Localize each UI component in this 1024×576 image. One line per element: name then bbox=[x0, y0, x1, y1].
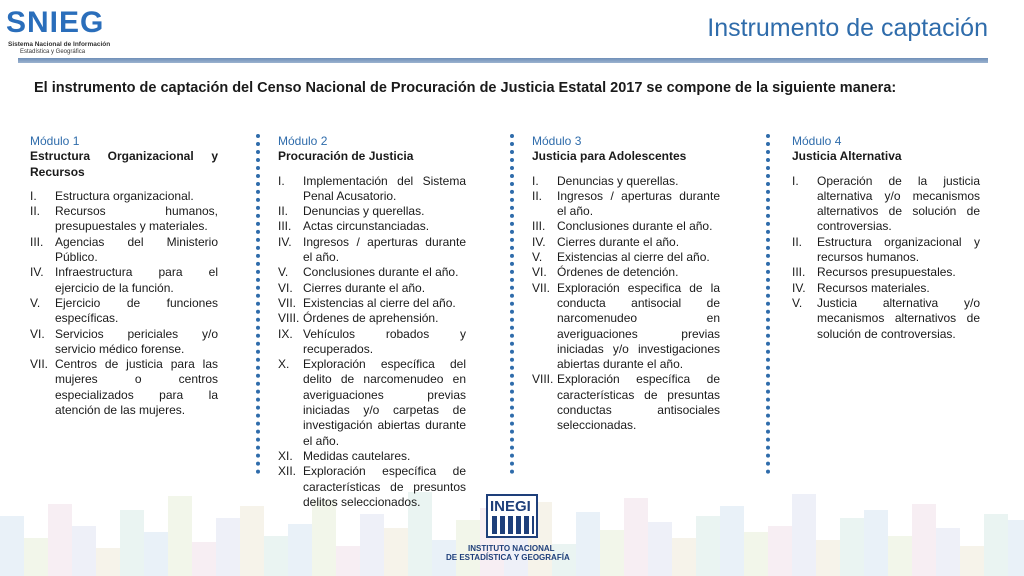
decorative-bar bbox=[24, 538, 48, 576]
module-item-list bbox=[792, 174, 980, 342]
decorative-bar bbox=[312, 500, 336, 576]
item-number: III. bbox=[30, 234, 44, 249]
module-item bbox=[792, 235, 980, 266]
item-number: IV. bbox=[792, 280, 806, 295]
module-item bbox=[792, 281, 980, 296]
item-text: Exploración específica del delito de narcomenudeo en averiguaciones previas iniciadas y/o carpetas de investigación abiertas durante el año. bbox=[303, 357, 466, 448]
module-item bbox=[278, 464, 466, 510]
header-divider bbox=[18, 58, 988, 63]
item-number: II. bbox=[278, 204, 289, 219]
column-separator bbox=[256, 134, 260, 474]
module-item bbox=[532, 189, 720, 220]
inegi-logo-mark bbox=[486, 494, 538, 538]
module-name: Estructura Organizacional y Recursos bbox=[30, 149, 218, 179]
decorative-bar bbox=[72, 526, 96, 576]
module-item bbox=[30, 357, 218, 418]
module-item bbox=[278, 311, 466, 326]
decorative-bar bbox=[768, 526, 792, 576]
item-number: II. bbox=[532, 188, 543, 203]
item-number: VII. bbox=[278, 295, 297, 310]
snieg-logo-line1: Sistema Nacional de Información bbox=[8, 41, 111, 48]
decorative-bar bbox=[264, 536, 288, 576]
snieg-logo-text: SNIEG bbox=[6, 6, 105, 39]
inegi-logo-text: INEGI bbox=[490, 498, 531, 515]
item-text: Operación de la justicia alternativa y/o mecanismos alternativos de solución de controversias. bbox=[817, 173, 980, 234]
module-item bbox=[532, 372, 720, 433]
item-number: II. bbox=[30, 204, 41, 219]
item-number: I. bbox=[792, 173, 799, 188]
item-text: Cierres durante el año. bbox=[303, 280, 426, 295]
column-separator bbox=[766, 134, 770, 474]
snieg-logo-line2: Estadística y Geográfica bbox=[20, 49, 86, 55]
module-item bbox=[532, 219, 720, 234]
module-item bbox=[532, 250, 720, 265]
item-text: Medidas cautelares. bbox=[303, 448, 411, 463]
item-text: Infraestructura para el ejercicio de la función. bbox=[55, 265, 218, 295]
decorative-bar bbox=[48, 504, 72, 576]
item-text: Estructura organizacional. bbox=[55, 188, 194, 203]
module-item bbox=[278, 449, 466, 464]
module-item bbox=[278, 204, 466, 219]
module-title: Módulo 1 bbox=[30, 134, 80, 148]
snieg-logo-mark bbox=[6, 6, 104, 40]
module-item bbox=[30, 296, 218, 327]
module-item bbox=[278, 174, 466, 205]
item-number: IV. bbox=[532, 234, 546, 249]
item-number: III. bbox=[278, 219, 292, 234]
item-text: Órdenes de detención. bbox=[557, 265, 679, 280]
decorative-bar bbox=[744, 532, 768, 576]
decorative-bar bbox=[0, 516, 24, 576]
module-name: Justicia para Adolescentes bbox=[532, 149, 687, 164]
module-name: Procuración de Justicia bbox=[278, 149, 414, 164]
item-text: Vehículos robados y recuperados. bbox=[303, 326, 466, 356]
decorative-bar bbox=[792, 494, 816, 576]
decorative-bar bbox=[624, 498, 648, 576]
module-item bbox=[278, 357, 466, 449]
item-text: Exploración especifica de la conducta antisocial de narcomenudeo en averiguaciones previas iniciadas y/o investigaciones abiertas durante el año. bbox=[557, 280, 720, 372]
item-text: Existencias al cierre del año. bbox=[557, 250, 710, 265]
item-number: III. bbox=[532, 219, 546, 234]
decorative-bar bbox=[144, 532, 168, 576]
module-title: Módulo 3 bbox=[532, 134, 582, 148]
module-item-list bbox=[532, 174, 720, 434]
item-number: I. bbox=[532, 173, 539, 188]
module-item bbox=[278, 265, 466, 280]
item-text: Existencias al cierre del año. bbox=[303, 295, 456, 310]
item-text: Conclusiones durante el año. bbox=[303, 265, 459, 280]
snieg-logo bbox=[6, 6, 146, 54]
decorative-bar bbox=[168, 496, 192, 576]
item-text: Conclusiones durante el año. bbox=[557, 219, 713, 234]
item-text: Cierres durante el año. bbox=[557, 234, 680, 249]
item-number: XI. bbox=[278, 448, 293, 463]
item-number: I. bbox=[30, 188, 37, 203]
module-item bbox=[30, 265, 218, 296]
module-item bbox=[792, 296, 980, 342]
item-number: IV. bbox=[30, 265, 44, 280]
item-number: IX. bbox=[278, 326, 293, 341]
decorative-bar bbox=[672, 538, 696, 576]
decorative-bar bbox=[384, 528, 408, 576]
intro-text: El instrumento de captación del Censo Nacional de Procuración de Justicia Estatal 2017 se compone de la siguiente manera: bbox=[34, 80, 897, 96]
decorative-bar bbox=[1008, 520, 1024, 576]
decorative-bar bbox=[864, 510, 888, 576]
item-number: VII. bbox=[532, 280, 551, 295]
module-item-list bbox=[30, 189, 218, 418]
decorative-bar bbox=[984, 514, 1008, 576]
module-2 bbox=[278, 134, 466, 510]
item-text: Denuncias y querellas. bbox=[557, 173, 679, 188]
item-text: Recursos humanos, presupuestales y materiales. bbox=[55, 204, 218, 234]
item-text: Justicia alternativa y/o mecanismos alternativos de solución de controversias. bbox=[817, 295, 980, 341]
item-number: V. bbox=[532, 250, 543, 265]
decorative-bar bbox=[816, 540, 840, 576]
item-text: Implementación del Sistema Penal Acusatorio. bbox=[303, 173, 466, 203]
item-number: IV. bbox=[278, 234, 292, 249]
inegi-name-line2: DE ESTADÍSTICA Y GEOGRAFÍA bbox=[446, 553, 570, 562]
item-number: II. bbox=[792, 234, 803, 249]
column-separator bbox=[510, 134, 514, 474]
item-number: VI. bbox=[30, 326, 45, 341]
item-text: Recursos presupuestales. bbox=[817, 265, 956, 280]
module-item bbox=[532, 174, 720, 189]
module-1 bbox=[30, 134, 218, 418]
item-text: Servicios periciales y/o servicio médico forense. bbox=[55, 326, 218, 356]
item-text: Agencias del Ministerio Público. bbox=[55, 234, 218, 265]
decorative-bar bbox=[192, 542, 216, 576]
module-3 bbox=[532, 134, 720, 434]
item-number: VIII. bbox=[532, 372, 554, 387]
module-item bbox=[278, 235, 466, 266]
item-text: Órdenes de aprehensión. bbox=[303, 311, 439, 326]
module-title: Módulo 2 bbox=[278, 134, 328, 148]
module-item bbox=[532, 281, 720, 373]
item-text: Recursos materiales. bbox=[817, 280, 930, 295]
decorative-bar bbox=[912, 504, 936, 576]
decorative-bar bbox=[960, 546, 984, 576]
module-item bbox=[30, 327, 218, 358]
item-text: Denuncias y querellas. bbox=[303, 204, 425, 219]
module-item bbox=[278, 327, 466, 358]
decorative-bar bbox=[288, 524, 312, 576]
module-item-list bbox=[278, 174, 466, 511]
module-item bbox=[792, 174, 980, 235]
item-text: Ingresos / aperturas durante el año. bbox=[303, 234, 466, 265]
decorative-bar bbox=[600, 530, 624, 576]
item-number: I. bbox=[278, 173, 285, 188]
item-text: Ingresos / aperturas durante el año. bbox=[557, 188, 720, 219]
inegi-logo bbox=[446, 494, 586, 576]
decorative-bar bbox=[240, 506, 264, 576]
module-item bbox=[532, 265, 720, 280]
item-number: XII. bbox=[278, 464, 297, 479]
module-title: Módulo 4 bbox=[792, 134, 842, 148]
decorative-bar bbox=[216, 518, 240, 576]
item-number: VI. bbox=[278, 280, 293, 295]
item-number: X. bbox=[278, 357, 290, 372]
decorative-bar bbox=[696, 516, 720, 576]
decorative-bar bbox=[648, 522, 672, 576]
item-number: VII. bbox=[30, 357, 49, 372]
item-text: Centros de justicia para las mujeres o centros especializados para la atención de las mujeres. bbox=[55, 357, 218, 418]
module-item bbox=[30, 235, 218, 266]
item-text: Actas circunstanciadas. bbox=[303, 219, 430, 234]
decorative-bar bbox=[888, 536, 912, 576]
decorative-bar bbox=[336, 546, 360, 576]
item-number: III. bbox=[792, 265, 806, 280]
item-text: Estructura organizacional y recursos humanos. bbox=[817, 234, 980, 265]
module-item bbox=[278, 219, 466, 234]
decorative-bar bbox=[360, 514, 384, 576]
decorative-bar bbox=[720, 506, 744, 576]
item-number: VIII. bbox=[278, 311, 300, 326]
item-text: Ejercicio de funciones específicas. bbox=[55, 295, 218, 326]
module-item bbox=[792, 265, 980, 280]
item-text: Exploración específica de características de presuntos delitos seleccionados. bbox=[303, 464, 466, 509]
page-title: Instrumento de captación bbox=[707, 14, 988, 42]
module-item bbox=[532, 235, 720, 250]
decorative-bar bbox=[840, 518, 864, 576]
item-number: V. bbox=[792, 295, 803, 310]
module-item bbox=[278, 281, 466, 296]
decorative-bar bbox=[120, 510, 144, 576]
module-name: Justicia Alternativa bbox=[792, 149, 902, 164]
inegi-grid-icon bbox=[492, 516, 534, 534]
inegi-name-line1: INSTITUTO NACIONAL bbox=[468, 544, 555, 553]
module-item bbox=[30, 189, 218, 204]
module-item bbox=[278, 296, 466, 311]
decorative-bar bbox=[936, 528, 960, 576]
item-number: VI. bbox=[532, 265, 547, 280]
item-number: V. bbox=[30, 295, 41, 310]
decorative-bar bbox=[96, 548, 120, 576]
item-text: Exploración específica de características de presuntas conductas antisociales seleccionadas. bbox=[557, 372, 720, 433]
module-item bbox=[30, 204, 218, 235]
module-4 bbox=[792, 134, 980, 342]
item-number: V. bbox=[278, 265, 289, 280]
